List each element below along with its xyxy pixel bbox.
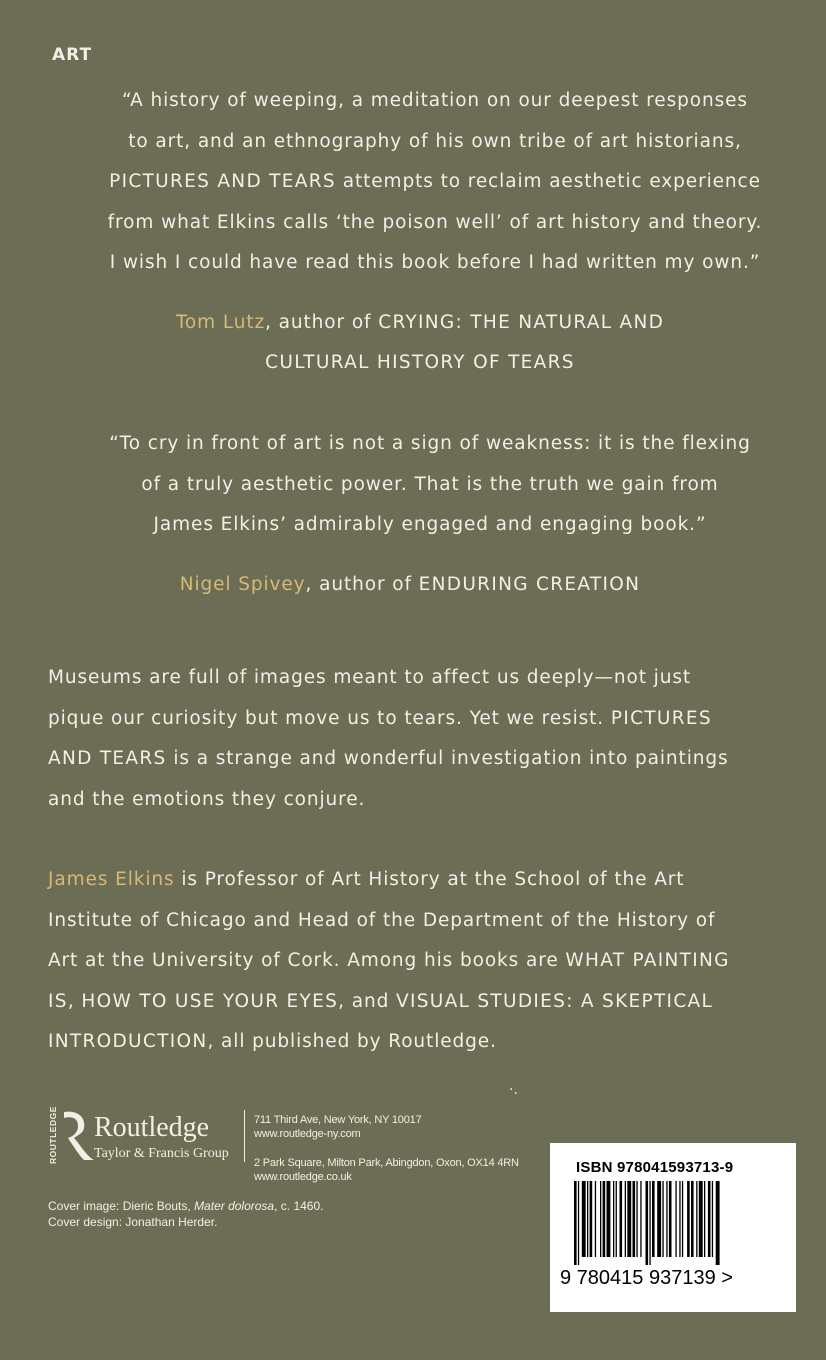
category-label: ART [52,45,93,65]
barcode-bar [574,1181,577,1265]
book-title: VISUAL STUDIES: A SKEPTICAL [396,990,714,1012]
publisher-logo [48,1108,248,1168]
endorsement-quote-1 [70,81,800,284]
publisher-name: Routledge [94,1112,210,1143]
barcode-bar [649,1181,650,1265]
barcode-bar [716,1181,720,1265]
barcode-bar [662,1181,663,1257]
isbn-label: ISBN 978041593713-9 [576,1159,734,1176]
publisher-url: www.routledge.co.uk [254,1171,352,1183]
endorser-name: Tom Lutz [175,312,266,333]
quote-line: PICTURES AND TEARS attempts to reclaim aesthetic experience [109,171,761,192]
quote-line: James Elkins’ admirably engaged and engaging book.” [153,514,707,535]
publisher-group: Taylor & Francis Group [94,1146,229,1161]
publisher-address-uk: 2 Park Square, Milton Park, Abingdon, Oxon, OX14 4RN www.routledge.co.uk [254,1157,519,1183]
barcode-bar [687,1181,690,1257]
artwork-title: Mater dolorosa [194,1199,275,1213]
book-title: INTRODUCTION [48,1031,208,1052]
barcode-bar [704,1181,705,1257]
barcode-bars [560,1181,786,1265]
barcode-digits: 9 780415 937139 > [560,1267,733,1289]
isbn-barcode [550,1143,796,1312]
endorsement-attribution-1: Tom Lutz, author of CRYING: THE NATURAL AND CULTURAL HISTORY OF TEARS [140,303,700,383]
quote-line: “A history of weeping, a meditation on our deepest responses [122,90,748,111]
publisher-url: www.routledge-ny.com [254,1128,361,1140]
quote-line: to art, and an ethnography of his own tribe of art historians, [128,130,742,152]
book-title: PICTURES AND TEARS [109,171,336,192]
barcode-bar [640,1181,641,1257]
cover-credits: Cover image: Dieric Bouts, Mater dolorosa, c. 1460. Cover design: Jonathan Herder. [48,1199,324,1229]
quote-line: from what Elkins calls ‘the poison well’ of art history and theory. [107,211,763,233]
barcode-bar [607,1181,611,1257]
barcode-bar [613,1181,614,1257]
book-title: ENDURING CREATION [418,574,641,595]
barcode-bar [696,1181,697,1257]
stray-mark: ·. [509,1082,518,1098]
book-title: AND TEARS [48,748,167,769]
quote-line: “To cry in front of art is not a sign of weakness: it is the flexing [109,433,751,454]
endorser-name: Nigel Spivey [179,574,306,595]
book-title: HOW TO USE YOUR EYES [81,990,339,1012]
quote-line: I wish I could have read this book before I had written my own.” [109,252,761,273]
barcode-bar [616,1181,617,1257]
barcode-bar [578,1181,579,1265]
barcode-bar [603,1181,606,1257]
quote-line: of a truly aesthetic power. That is the truth we gain from [141,473,719,495]
barcode-bar [679,1181,680,1257]
barcode-bar [636,1181,637,1257]
barcode-bar [691,1181,694,1257]
barcode-bar [582,1181,586,1257]
book-description: Museums are full of images meant to affect us deeply—not just pique our curiosity but move us to tears. Yet we resist. PICTURES AND TEARS is a strange and wonderful investigation into paintings and the emotions they conjure. [48,667,729,810]
endorsement-attribution-2: Nigel Spivey, author of ENDURING CREATION [179,574,641,595]
author-name: James Elkins [48,869,175,890]
publisher-divider [244,1110,245,1162]
book-title: CULTURAL HISTORY OF TEARS [265,352,575,373]
barcode-bar [600,1181,601,1257]
barcode-bar [620,1181,623,1257]
barcode-bar [682,1181,683,1257]
book-title: PICTURES [610,707,712,729]
barcode-bar [669,1181,672,1257]
barcode-bar [652,1181,655,1257]
barcode-bar [657,1181,661,1257]
barcode-bar [633,1181,636,1257]
barcode-bar [590,1181,593,1257]
barcode-bar [712,1181,713,1257]
publisher-address-us: 711 Third Ave, New York, NY 10017 www.routledge-ny.com [254,1114,422,1140]
barcode-bar [646,1181,649,1265]
book-title: WHAT PAINTING [565,950,730,971]
author-bio: James Elkins is Professor of Art History at the School of the Art Institute of Chicago and Head of the Department of the History of Art at the University of Cork. Among his books are WHAT PAINTING IS, HOW TO USE YOUR EYES, and VISUAL STUDIES: A SKEPTICAL INTRODUCTION, all published by Routledge. [48,869,730,1052]
barcode-bar [675,1181,676,1257]
book-title: CRYING: THE NATURAL AND [378,312,665,333]
barcode-bar [708,1181,711,1257]
barcode-bar [666,1181,667,1257]
barcode-bar [587,1181,588,1257]
publisher-vertical-text: ROUTLEDGE [48,1106,58,1164]
barcode-bar [627,1181,631,1257]
barcode-bar [595,1181,596,1257]
endorsement-quote-2 [60,424,800,546]
barcode-bar [699,1181,703,1257]
barcode-bar [625,1181,626,1257]
